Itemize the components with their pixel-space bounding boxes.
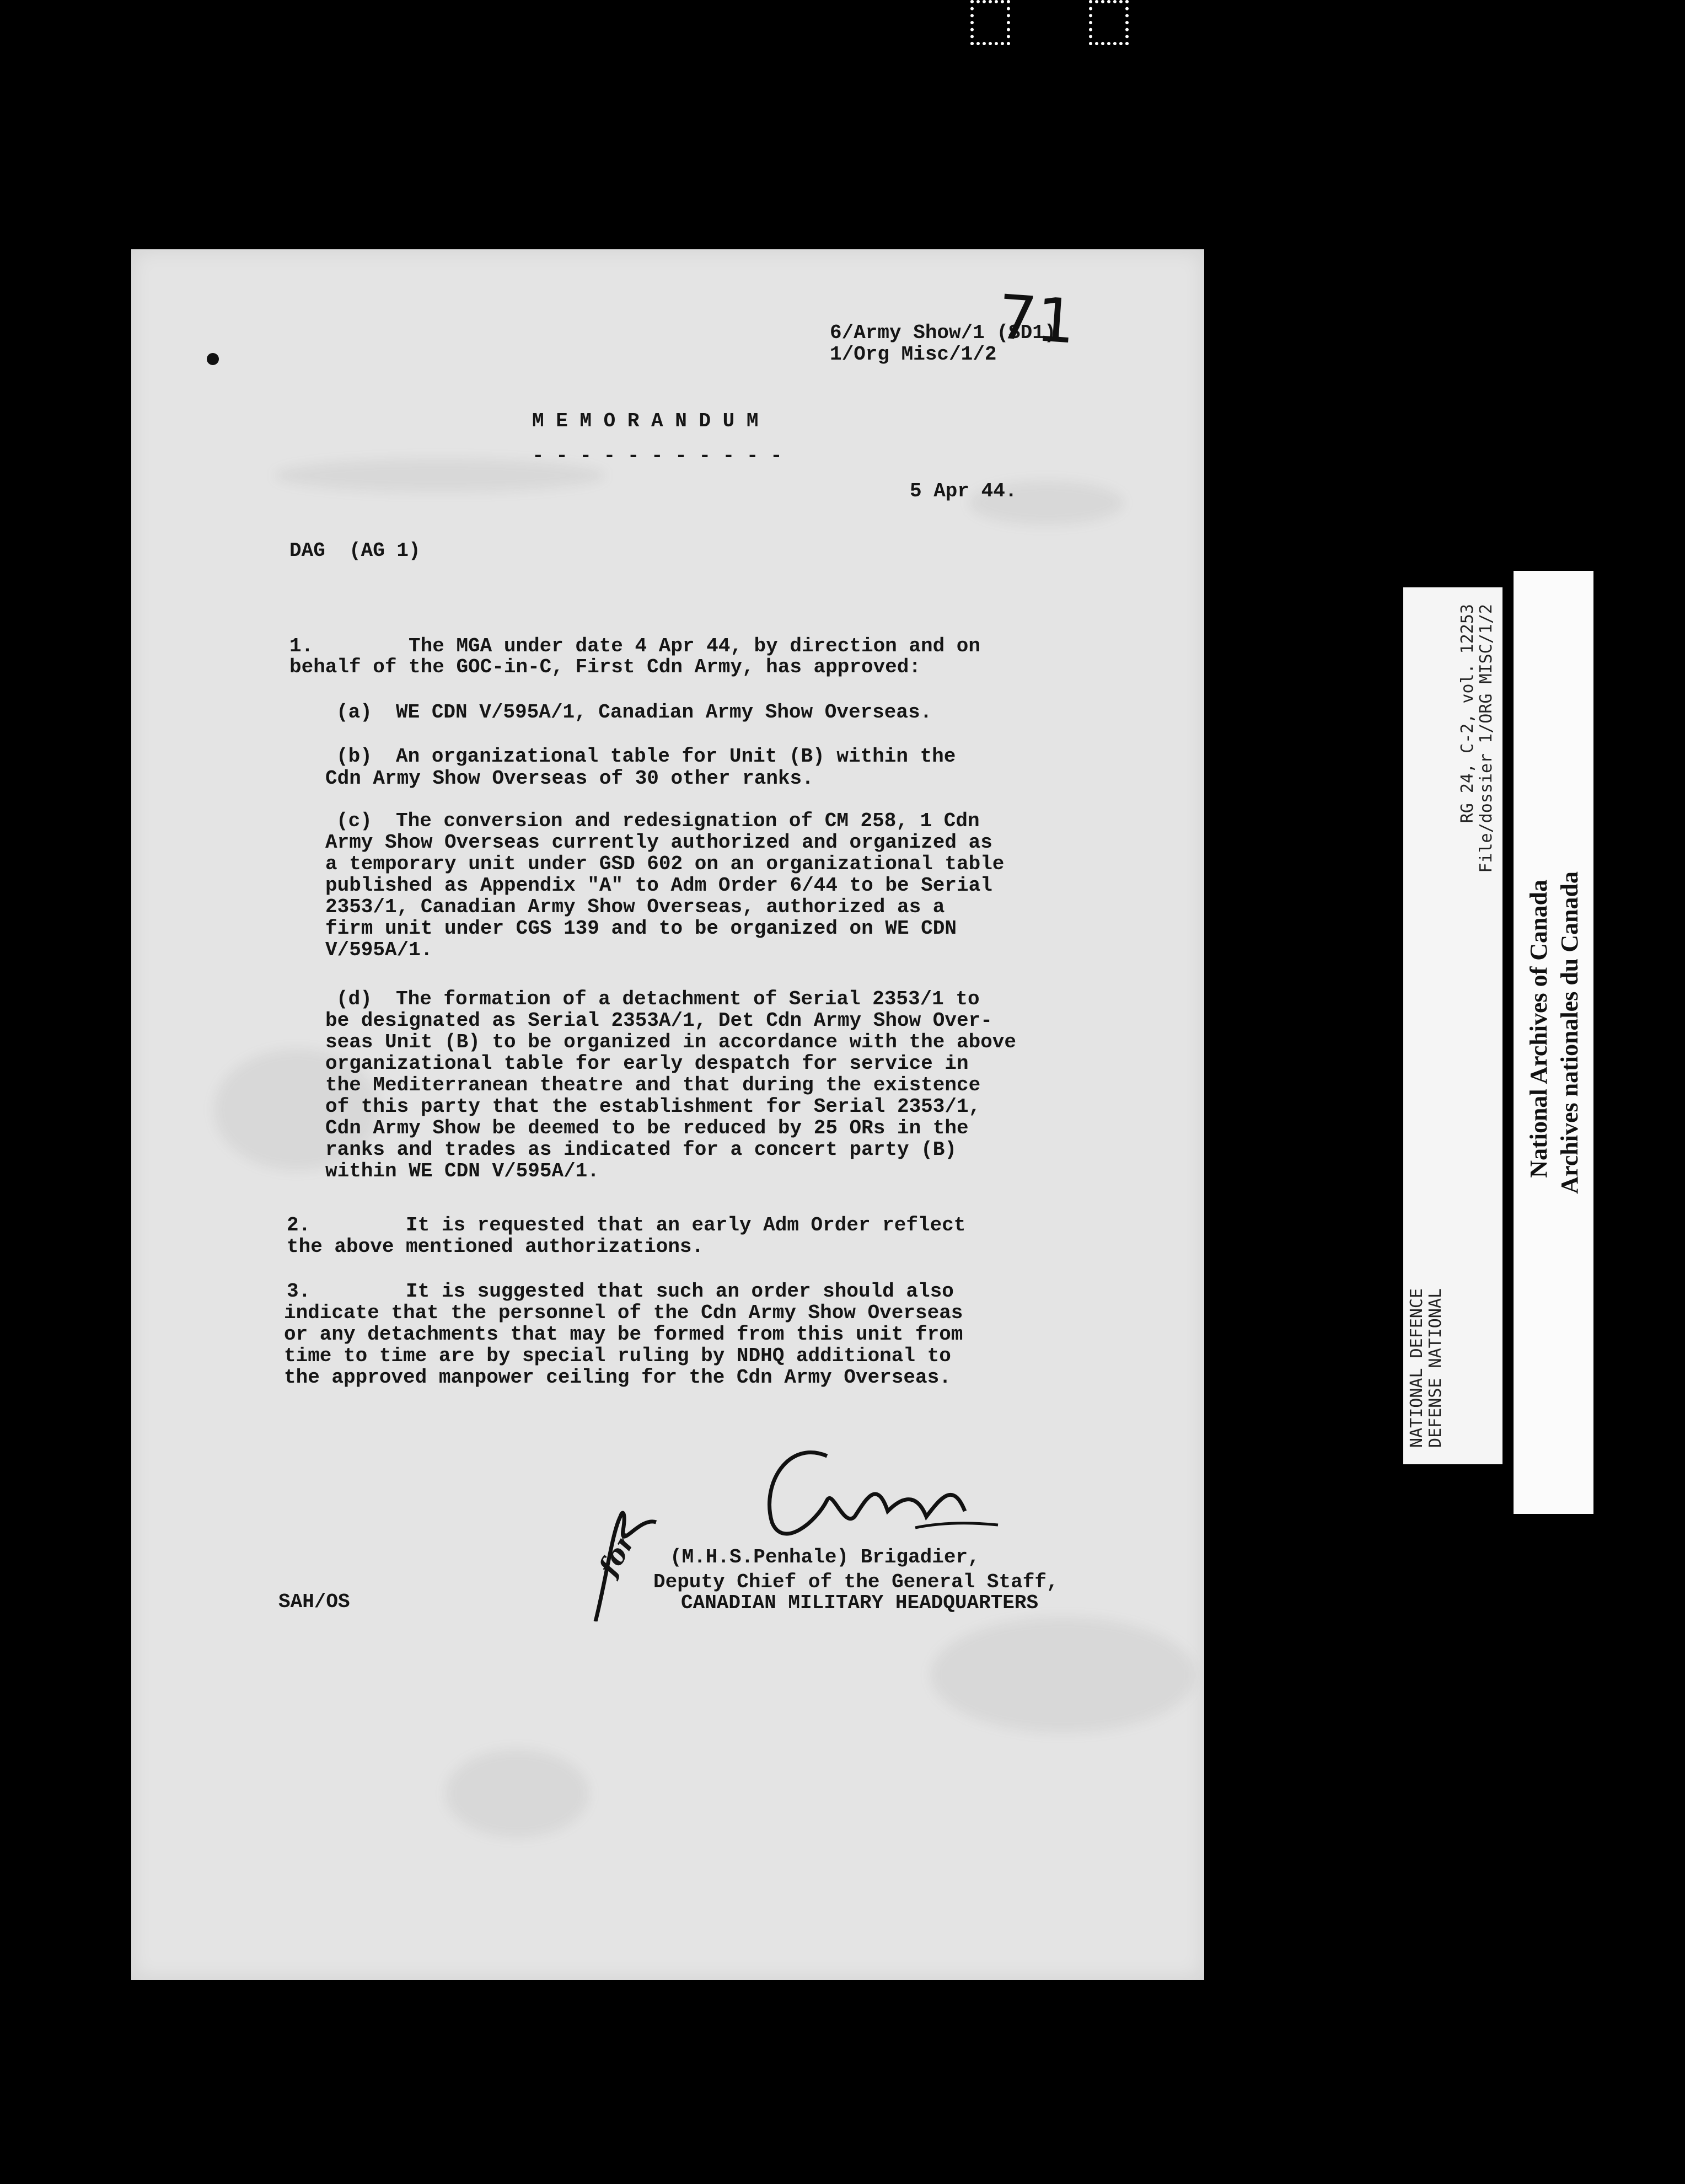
paragraph-3-line: time to time are by special ruling by NDHQ additional to xyxy=(284,1345,951,1367)
signatory-title: Deputy Chief of the General Staff, xyxy=(653,1571,1059,1593)
paragraph-2-line: the above mentioned authorizations. xyxy=(287,1235,704,1258)
item-c-line: a temporary unit under GSD 602 on an organizational table xyxy=(325,853,1005,875)
item-c-line: published as Appendix "A" to Adm Order 6/44 to be Serial xyxy=(325,874,992,897)
item-d-line: the Mediterranean theatre and that during the existence xyxy=(325,1074,981,1096)
memo-title: M E M O R A N D U M xyxy=(532,410,759,432)
paragraph-3-line: or any detachments that may be formed from this unit from xyxy=(284,1323,963,1346)
item-d-line: within WE CDN V/595A/1. xyxy=(325,1160,599,1182)
archive-reference-strip xyxy=(1403,587,1502,1464)
item-c-line: (c) The conversion and redesignation of CM 258, 1 Cdn xyxy=(336,810,980,832)
archive-ref-line: File/dossier 1/ORG MISC/1/2 xyxy=(1477,604,1496,873)
paragraph-3-line: 3. It is suggested that such an order should also xyxy=(287,1280,954,1303)
archive-name-fr: Archives nationales du Canada xyxy=(1556,871,1583,1194)
item-d-line: Cdn Army Show be deemed to be reduced by 25 ORs in the xyxy=(325,1117,969,1139)
file-reference: 6/Army Show/1 (SD1) xyxy=(830,322,1056,344)
item-d-line: of this party that the establishment for Serial 2353/1, xyxy=(325,1095,981,1118)
scan-registration-marks xyxy=(970,0,1130,52)
paragraph-3-line: the approved manpower ceiling for the Cdn Army Overseas. xyxy=(284,1366,951,1389)
paragraph-1: 1. The MGA under date 4 Apr 44, by direction and on xyxy=(289,635,981,657)
typist-initials: SAH/OS xyxy=(278,1591,350,1613)
paragraph-3-line: indicate that the personnel of the Cdn Army Show Overseas xyxy=(284,1302,963,1324)
signatory-name: (M.H.S.Penhale) Brigadier, xyxy=(670,1546,980,1569)
memo-date: 5 Apr 44. xyxy=(910,480,1017,502)
item-b: Cdn Army Show Overseas of 30 other ranks. xyxy=(325,767,814,790)
signature-for: for xyxy=(593,1528,641,1581)
ink-blot xyxy=(207,353,219,365)
item-c-line: 2353/1, Canadian Army Show Overseas, authorized as a xyxy=(325,896,945,918)
item-b: (b) An organizational table for Unit (B) within the xyxy=(336,745,956,768)
item-c-line: Army Show Overseas currently authorized and organized as xyxy=(325,831,992,854)
file-reference: 1/Org Misc/1/2 xyxy=(830,343,997,366)
archive-ref-line: NATIONAL DEFENCE xyxy=(1407,1288,1426,1448)
item-d-line: seas Unit (B) to be organized in accordance with the above xyxy=(325,1031,1017,1053)
page-number: 71 xyxy=(995,281,1078,357)
signatory-org: CANADIAN MILITARY HEADQUARTERS xyxy=(681,1592,1039,1614)
archive-ref-line: RG 24, C-2, vol. 12253 xyxy=(1458,604,1477,823)
paragraph-1: behalf of the GOC-in-C, First Cdn Army, has approved: xyxy=(289,656,921,678)
item-c-line: firm unit under CGS 139 and to be organized on WE CDN xyxy=(325,917,957,940)
archive-ref-line: DEFENSE NATIONAL xyxy=(1426,1288,1445,1448)
title-underline: - - - - - - - - - - - xyxy=(532,445,782,467)
item-d-line: organizational table for early despatch for service in xyxy=(325,1052,969,1075)
addressee: DAG (AG 1) xyxy=(289,539,421,562)
item-c-line: V/595A/1. xyxy=(325,939,433,961)
item-a: (a) WE CDN V/595A/1, Canadian Army Show Overseas. xyxy=(336,701,932,724)
item-d-line: be designated as Serial 2353A/1, Det Cdn Army Show Over- xyxy=(325,1009,992,1032)
item-d-line: (d) The formation of a detachment of Serial 2353/1 to xyxy=(336,988,980,1010)
item-d-line: ranks and trades as indicated for a concert party (B) xyxy=(325,1138,957,1161)
archive-name-en: National Archives of Canada xyxy=(1525,880,1552,1178)
national-archives-label xyxy=(1514,571,1593,1514)
paragraph-2-line: 2. It is requested that an early Adm Order reflect xyxy=(287,1214,966,1236)
